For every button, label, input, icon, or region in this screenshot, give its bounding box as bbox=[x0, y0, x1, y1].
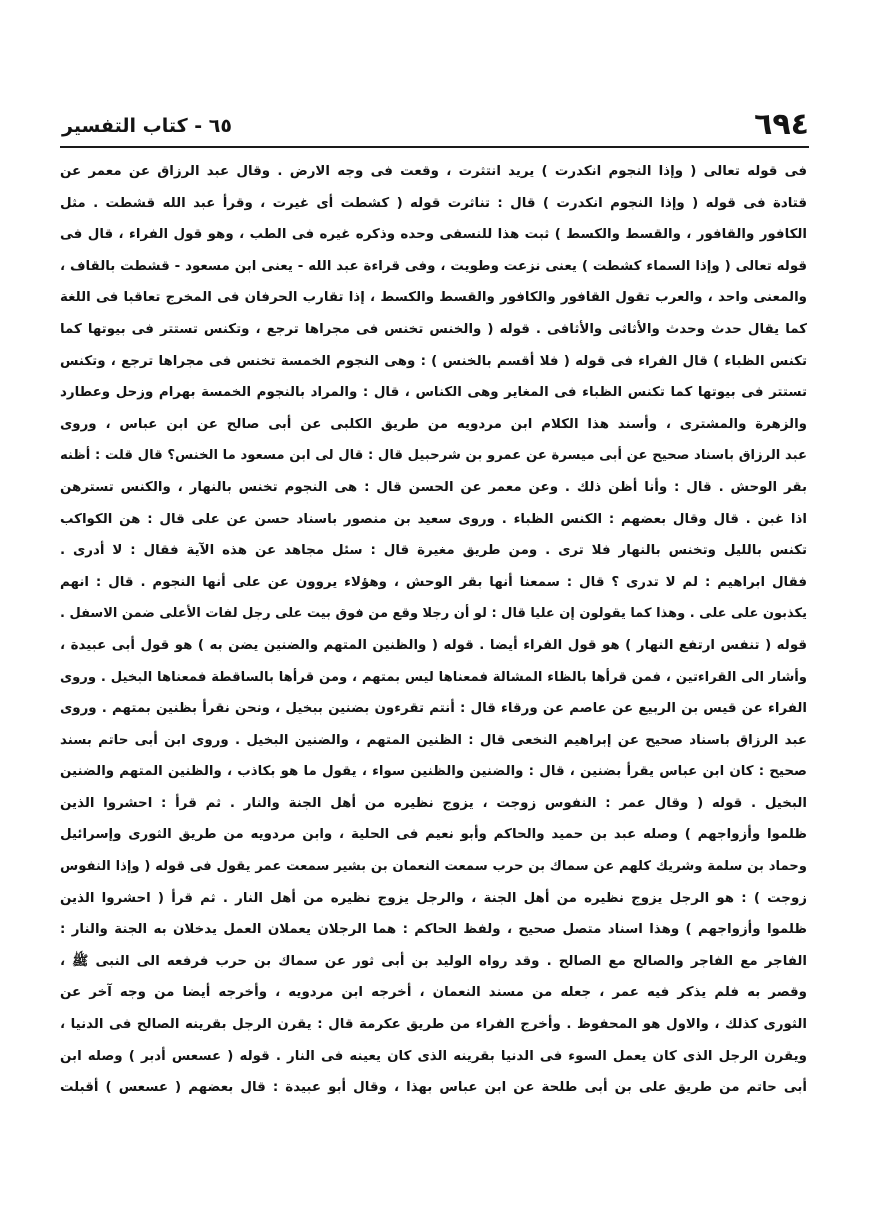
text-line: كما يقال حدث وحدث والأثاثى والأثافى . قوله ( والخنس تخنس فى مجراها ترجع ، وتكنس تستتر فى بيوتها كما bbox=[60, 321, 807, 337]
body-text bbox=[60, 156, 807, 1104]
page-number: ٦٩٤ bbox=[754, 107, 809, 142]
running-head: ٦٥ - كتاب التفسير bbox=[62, 115, 232, 137]
page-header bbox=[62, 108, 809, 142]
text-line: قتادة فى قوله ( وإذا النجوم انكدرت ) قال : تناثرت قوله ( كشطت أى غيرت ، وقرأ عبد الله قشطت . مثل bbox=[60, 195, 807, 211]
text-line: يكذبون على على . وهذا كما يقولون إن عليا قال : لو أن رجلا وقع من فوق بيت على رجل لفات الأعلى ضمن الاسفل . bbox=[60, 606, 807, 622]
text-line: عبد الرزاق باسناد صحيح عن أبى ميسرة عن عمرو بن شرحبيل قال : قال لى ابن مسعود ما الخنس؟ قال قلت : أظنه bbox=[60, 448, 807, 464]
text-line: قوله ( تنفس ارتفع النهار ) هو قول الفراء أيضا . قوله ( والظنين المتهم والضنين يضن به ) هو قول أبى عبيدة ، bbox=[60, 637, 807, 653]
text-line: زوجت ) : هو الرجل يزوج نظيره من أهل الجنة ، والرجل يزوج نظيره من أهل النار . ثم قرأ ( احشروا الذين bbox=[60, 890, 807, 906]
text-line: وقصر به فلم يذكر فيه عمر ، جعله من مسند النعمان ، أخرجه ابن مردويه ، وأخرجه أيضا من وجه آخر عن bbox=[60, 985, 807, 1001]
text-line: أبى حاتم من طريق على بن أبى طلحة عن ابن عباس بهذا ، وقال أبو عبيدة : قال بعضهم ( عسعس ) أقبلت bbox=[60, 1080, 807, 1096]
text-line: فى قوله تعالى ( وإذا النجوم انكدرت ) يريد انتثرت ، وقعت فى وجه الارض . وقال عبد الرزاق عن معمر عن bbox=[60, 164, 807, 179]
text-line: بقر الوحش . قال : وأنا أظن ذلك . وعن معمر عن الحسن قال : هى النجوم تخنس بالنهار ، والكنس تسترهن bbox=[60, 479, 807, 495]
text-line: تستتر فى بيوتها كما تكنس الظباء فى المغاير وهى الكناس ، قال : والمراد بالنجوم الخمسة بهرام وزحل وعطارد bbox=[60, 385, 807, 401]
text-line: قوله تعالى ( وإذا السماء كشطت ) يعنى نزعت وطويت ، وفى قراءة عبد الله - يعنى ابن مسعود - قشطت بالقاف ، bbox=[60, 258, 807, 274]
text-line: تكنس الظباء ) قال الفراء فى قوله ( فلا أقسم بالخنس ) : وهى النجوم الخمسة تخنس فى مجراها ترجع ، وتكنس bbox=[60, 353, 807, 369]
text-line: والمعنى واحد ، والعرب تقول القافور والكافور والقسط والكسط ، إذا تقارب الحرفان فى المخرج تعاقبا فى اللغة bbox=[60, 290, 807, 306]
text-line: وأشار الى القراءتين ، فمن قرأها بالظاء المشالة فمعناها ليس بمتهم ، ومن قرأها بالساقطة فمعناها البخيل . وروى bbox=[60, 669, 807, 685]
text-line: الفاجر مع الفاجر والصالح مع الصالح . وقد رواه الوليد بن أبى ثور عن سماك بن حرب فرفعه الى النبى ﷺ ، bbox=[60, 953, 807, 969]
text-line: الكافور والقافور ، والقسط والكسط ) ثبت هذا للنسفى وحده وذكره غيره فى الطب ، وهو قول الفراء ، قال فى bbox=[60, 227, 807, 243]
text-line: وحماد بن سلمة وشريك كلهم عن سماك بن حرب سمعت النعمان بن بشير سمعت عمر يقول فى قوله ( وإذا النفوس bbox=[60, 859, 807, 875]
text-line: فقال ابراهيم : لم لا تدرى ؟ قال : سمعنا أنها بقر الوحش ، وهؤلاء يروون عن على أنها النجوم . قال : انهم bbox=[60, 574, 807, 590]
text-line: ويقرن الرجل الذى كان يعمل السوء فى الدنيا بقرينه الذى كان يعينه فى النار . قوله ( عسعس أدبر ) وصله ابن bbox=[60, 1048, 807, 1064]
text-line: والزهرة والمشترى ، وأسند هذا الكلام ابن مردويه من طريق الكلبى عن أبى صالح عن ابن عباس ، وروى bbox=[60, 416, 807, 432]
text-line: صحيح : كان ابن عباس يقرأ بضنين ، قال : والضنين والظنين سواء ، يقول ما هو بكاذب ، والظنين المتهم والضنين bbox=[60, 764, 807, 780]
text-line: ظلموا وأزواجهم ) وهذا اسناد متصل صحيح ، ولفظ الحاكم : هما الرجلان يعملان العمل يدخلان به الجنة والنار : bbox=[60, 922, 807, 938]
text-line: الثورى كذلك ، والاول هو المحفوظ . وأخرج الفراء من طريق عكرمة قال : يقرن الرجل بقرينه الصالح فى الدنيا ، bbox=[60, 1017, 807, 1033]
text-line: تكنس بالليل وتخنس بالنهار فلا ترى . ومن طريق مغيرة قال : سئل مجاهد عن هذه الآية فقال : لا أدرى . bbox=[60, 543, 807, 559]
text-line: عبد الرزاق باسناد صحيح عن إبراهيم النخعى قال : الظنين المتهم ، والضنين البخيل . وروى ابن أبى حاتم بسند bbox=[60, 732, 807, 748]
text-line: الفراء عن قيس بن الربيع عن عاصم عن ورقاء قال : أنتم تقرءون بضنين ببخيل ، ونحن نقرأ بظنين بمتهم . وروى bbox=[60, 701, 807, 717]
text-line: اذا غبن . قال وقال بعضهم : الكنس الظباء . وروى سعيد بن منصور باسناد حسن عن على قال : هن الكواكب bbox=[60, 511, 807, 527]
text-line: البخيل . قوله ( وقال عمر : النفوس زوجت ، يزوج نظيره من أهل الجنة والنار . ثم قرأ : احشروا الذين bbox=[60, 795, 807, 811]
text-line: ظلموا وأزواجهم ) وصله عبد بن حميد والحاكم وأبو نعيم فى الحلية ، وابن مردويه من طريق الثورى وإسرائيل bbox=[60, 827, 807, 843]
header-rule bbox=[60, 146, 809, 148]
